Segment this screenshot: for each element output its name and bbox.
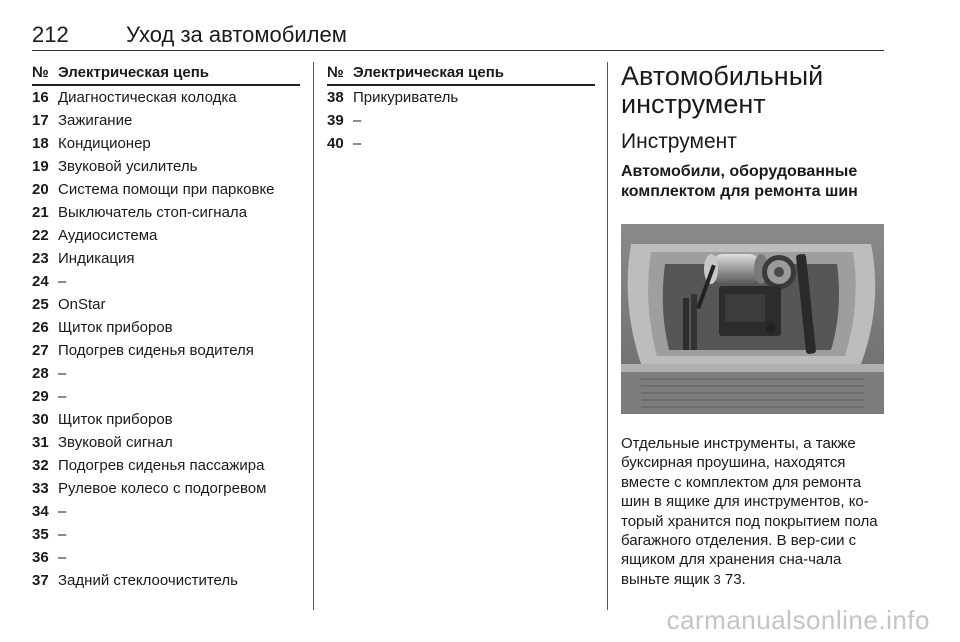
fuse-number: 22 <box>32 227 49 244</box>
fuse-number: 30 <box>32 411 49 428</box>
circuit-label: Подогрев сиденья водителя <box>58 342 254 359</box>
fuse-number: 38 <box>327 89 344 106</box>
circuit-label: – <box>58 365 67 382</box>
rows-col1 <box>32 86 300 592</box>
fuse-number: 16 <box>32 89 49 106</box>
rows-col2 <box>327 86 595 155</box>
fuse-number: 34 <box>32 503 49 520</box>
circuit-label: OnStar <box>58 296 106 313</box>
column-divider <box>607 62 608 610</box>
fuse-number: 36 <box>32 549 49 566</box>
circuit-header: Электрическая цепь <box>58 64 210 81</box>
fuse-number: 21 <box>32 204 49 221</box>
table-row <box>32 109 300 132</box>
table-row <box>32 155 300 178</box>
circuit-label: – <box>353 112 362 129</box>
table-row <box>32 477 300 500</box>
table-row <box>32 523 300 546</box>
fuse-number: 24 <box>32 273 49 290</box>
page-ref-number: 73. <box>724 570 746 588</box>
fuse-number: 27 <box>32 342 49 359</box>
circuit-label: Диагностическая колодка <box>58 89 237 106</box>
fuse-number: 17 <box>32 112 49 129</box>
table-row <box>32 270 300 293</box>
circuit-label: – <box>58 503 67 520</box>
body-paragraph <box>621 434 884 589</box>
circuit-label: Прикуриватель <box>353 89 459 106</box>
table-row <box>32 224 300 247</box>
table-row <box>32 293 300 316</box>
section-heading: Автомобильный инструмент <box>621 61 824 119</box>
table-row <box>32 408 300 431</box>
circuit-label: Система помощи при парковке <box>58 181 275 198</box>
table-row <box>32 316 300 339</box>
table-row <box>32 247 300 270</box>
page-title: Уход за автомобилем <box>126 22 347 47</box>
sub-subsection-heading: Автомобили, оборудованные комплектом для ремонта шин <box>621 163 858 200</box>
fuse-number: 35 <box>32 526 49 543</box>
circuit-header: Электрическая цепь <box>353 64 505 81</box>
fuse-number: 37 <box>32 572 49 589</box>
circuit-label: – <box>58 549 67 566</box>
circuit-label: Зажигание <box>58 112 133 129</box>
subsection-heading: Инструмент <box>621 130 737 153</box>
page-number: 212 <box>32 22 69 47</box>
header-rule <box>32 50 884 51</box>
circuit-label: Кондиционер <box>58 135 151 152</box>
fuse-table-col2 <box>327 62 595 155</box>
fuse-number: 25 <box>32 296 49 313</box>
fuse-number: 32 <box>32 457 49 474</box>
table-header <box>32 62 300 86</box>
fuse-number: 29 <box>32 388 49 405</box>
table-row <box>32 454 300 477</box>
table-row <box>32 86 300 109</box>
table-row <box>32 431 300 454</box>
table-header <box>327 62 595 86</box>
page-ref-icon: 3 <box>713 571 721 587</box>
circuit-label: Выключатель стоп-сигнала <box>58 204 248 221</box>
table-row <box>32 546 300 569</box>
circuit-label: – <box>58 526 67 543</box>
fuse-number: 28 <box>32 365 49 382</box>
circuit-label: – <box>58 388 67 405</box>
watermark: carmanualsonline.info <box>666 605 930 635</box>
fuse-number: 26 <box>32 319 49 336</box>
num-header: № <box>32 64 49 81</box>
table-row <box>32 500 300 523</box>
table-row <box>327 132 595 155</box>
tool-kit-photo <box>621 224 884 414</box>
fuse-number: 20 <box>32 181 49 198</box>
circuit-label: – <box>58 273 67 290</box>
num-header: № <box>327 64 344 81</box>
column-divider <box>313 62 314 610</box>
fuse-number: 19 <box>32 158 49 175</box>
table-row <box>32 178 300 201</box>
circuit-label: Аудиосистема <box>58 227 158 244</box>
table-row <box>327 109 595 132</box>
circuit-label: Звуковой усилитель <box>58 158 198 175</box>
table-row <box>32 569 300 592</box>
table-row <box>327 86 595 109</box>
fuse-number: 39 <box>327 112 344 129</box>
fuse-number: 23 <box>32 250 49 267</box>
tools-section <box>621 62 884 589</box>
circuit-label: Щиток приборов <box>58 411 173 428</box>
table-row <box>32 385 300 408</box>
circuit-label: – <box>353 135 362 152</box>
fuse-number: 33 <box>32 480 49 497</box>
table-row <box>32 339 300 362</box>
table-row <box>32 362 300 385</box>
table-row <box>32 201 300 224</box>
circuit-label: Индикация <box>58 250 135 267</box>
fuse-table-col1 <box>32 62 300 592</box>
circuit-label: Звуковой сигнал <box>58 434 173 451</box>
circuit-label: Задний стеклоочиститель <box>58 572 238 589</box>
fuse-number: 18 <box>32 135 49 152</box>
fuse-number: 40 <box>327 135 344 152</box>
circuit-label: Рулевое колесо с подогревом <box>58 480 267 497</box>
table-row <box>32 132 300 155</box>
fuse-number: 31 <box>32 434 49 451</box>
circuit-label: Щиток приборов <box>58 319 173 336</box>
body-text: Отдельные инструменты, а также буксирная проушина, находятся вместе с комплектом для ремонта шин в ящике для инструментов, ко-торый хранится под покрытием пола багажного отделения. В вер-сии с ящиком для хранения сна-чала выньте ящик <box>621 435 878 588</box>
circuit-label: Подогрев сиденья пассажира <box>58 457 265 474</box>
